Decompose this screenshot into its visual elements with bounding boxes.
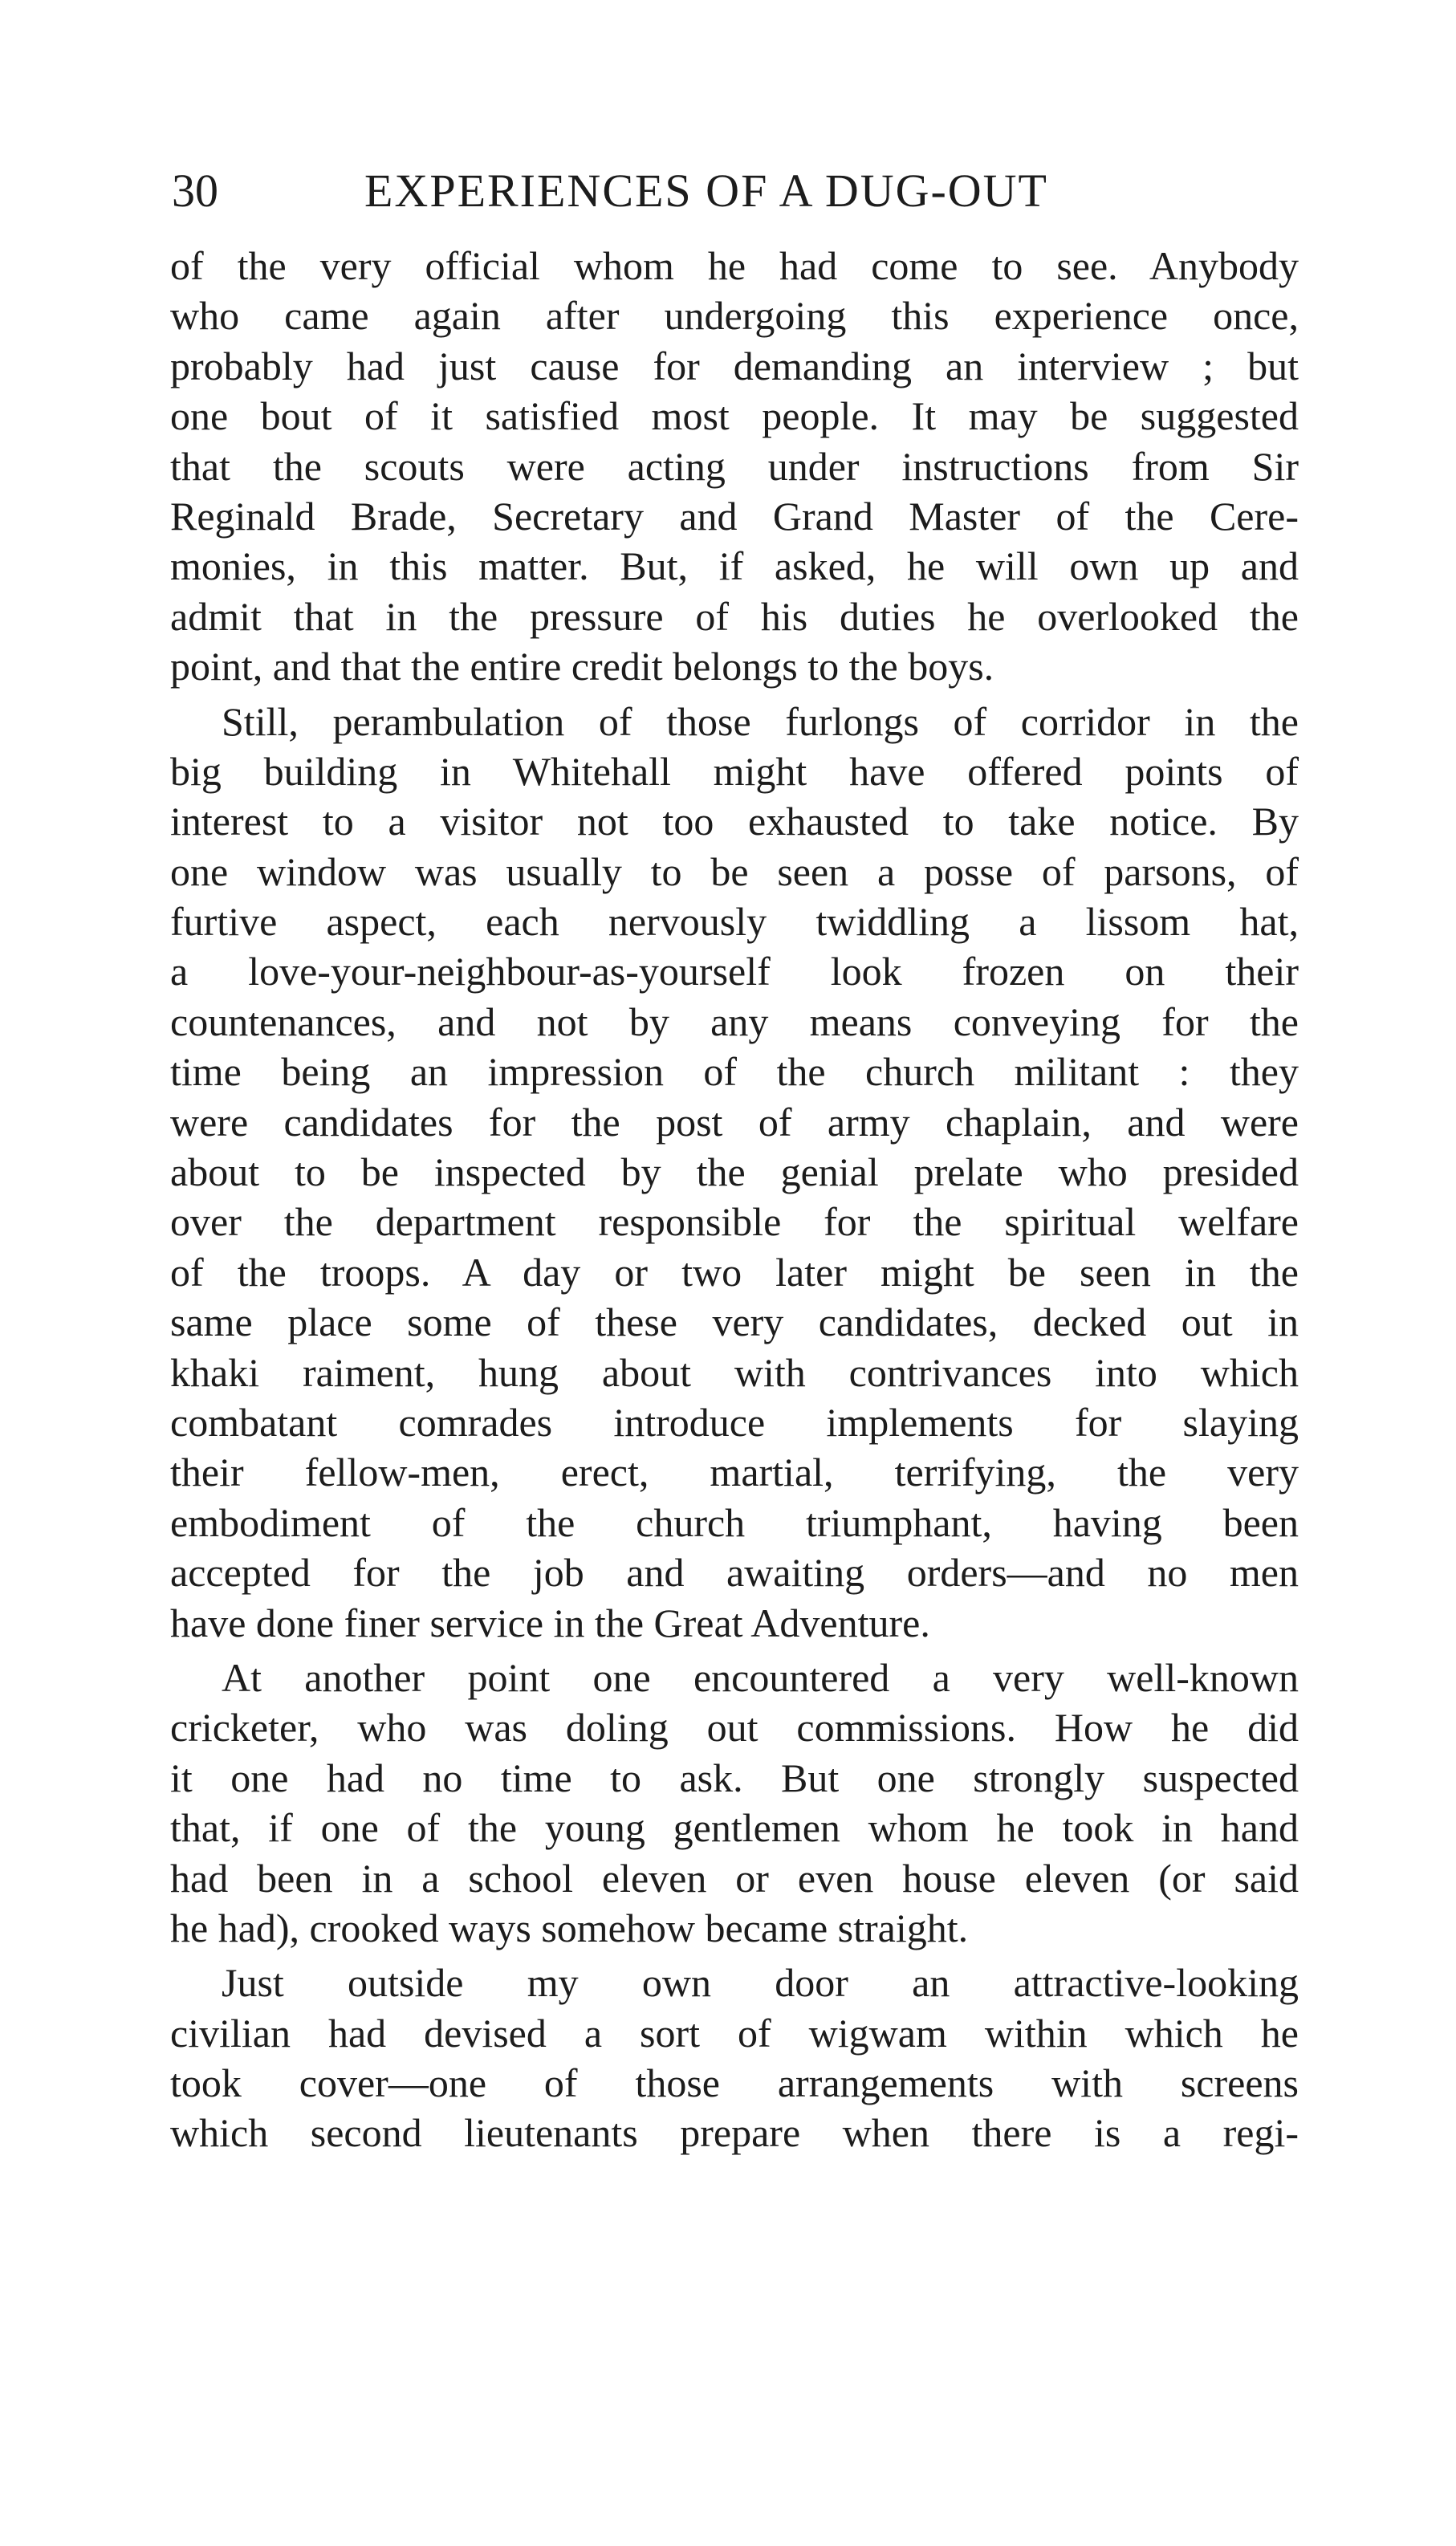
running-title: EXPERIENCES OF A DUG-OUT: [364, 165, 1048, 217]
text-line: a love-your-neighbour-as-yourself look frozen on their: [170, 949, 1299, 994]
text-line: their fellow-men, erect, martial, terrifying, the very: [170, 1450, 1299, 1495]
text-line: time being an impression of the church militant : they: [170, 1049, 1299, 1095]
page-header: [172, 159, 1295, 223]
text-line: it one had no time to ask. But one strongly suspected: [170, 1755, 1299, 1800]
text-line: were candidates for the post of army chaplain, and were: [170, 1099, 1299, 1145]
text-line: monies, in this matter. But, if asked, he will own up and: [170, 543, 1299, 589]
text-line: big building in Whitehall might have offered points of: [170, 748, 1299, 794]
text-line: over the department responsible for the spiritual welfare: [170, 1199, 1299, 1245]
text-line: combatant comrades introduce implements for slaying: [170, 1399, 1299, 1445]
text-line: khaki raiment, hung about with contrivances into which: [170, 1349, 1299, 1395]
text-line: probably had just cause for demanding an interview ; but: [170, 343, 1299, 388]
text-line: admit that in the pressure of his duties he overlooked the: [170, 593, 1299, 639]
text-line: point, and that the entire credit belongs to the boys.: [170, 644, 994, 689]
text-line: who came again after undergoing this experience once,: [170, 293, 1299, 339]
text-line: same place some of these very candidates, decked out in: [170, 1299, 1299, 1345]
text-line: Just outside my own door an attractive-looking: [222, 1960, 1299, 2006]
text-line: At another point one encountered a very well-known: [222, 1654, 1299, 1700]
text-line: Still, perambulation of those furlongs of corridor in the: [222, 698, 1299, 744]
text-line: which second lieutenants prepare when there is a regi-: [170, 2110, 1299, 2156]
text-line: one bout of it satisfied most people. It may be suggested: [170, 393, 1299, 439]
paragraph: [170, 241, 1299, 692]
text-line: that, if one of the young gentlemen whom he took in hand: [170, 1805, 1299, 1851]
paragraph: [170, 1653, 1299, 1953]
text-line: took cover—one of those arrangements with screens: [170, 2060, 1299, 2106]
text-line: have done finer service in the Great Adventure.: [170, 1600, 930, 1645]
text-line: he had), crooked ways somehow became straight.: [170, 1905, 969, 1950]
page-number: 30: [172, 165, 218, 217]
text-line: had been in a school eleven or even house eleven (or said: [170, 1855, 1299, 1901]
paragraph: [170, 697, 1299, 1648]
text-line: civilian had devised a sort of wigwam within which he: [170, 2010, 1299, 2056]
text-line: about to be inspected by the genial prelate who presided: [170, 1149, 1299, 1195]
paragraph: [170, 1958, 1299, 2158]
text-line: of the troops. A day or two later might be seen in the: [170, 1249, 1299, 1295]
text-line: cricketer, who was doling out commissions. How he did: [170, 1705, 1299, 1751]
text-line: accepted for the job and awaiting orders—and no men: [170, 1550, 1299, 1596]
text-line: interest to a visitor not too exhausted to take notice. By: [170, 799, 1299, 844]
text-line: that the scouts were acting under instructions from Sir: [170, 443, 1299, 489]
text-line: of the very official whom he had come to see. Anybody: [170, 243, 1299, 288]
text-line: Reginald Brade, Secretary and Grand Master of the Cere-: [170, 493, 1299, 539]
body-text: [170, 241, 1299, 2158]
text-line: furtive aspect, each nervously twiddling a lissom hat,: [170, 899, 1299, 945]
text-line: countenances, and not by any means conveying for the: [170, 998, 1299, 1044]
text-line: embodiment of the church triumphant, having been: [170, 1499, 1299, 1545]
text-line: one window was usually to be seen a posse of parsons, of: [170, 848, 1299, 894]
